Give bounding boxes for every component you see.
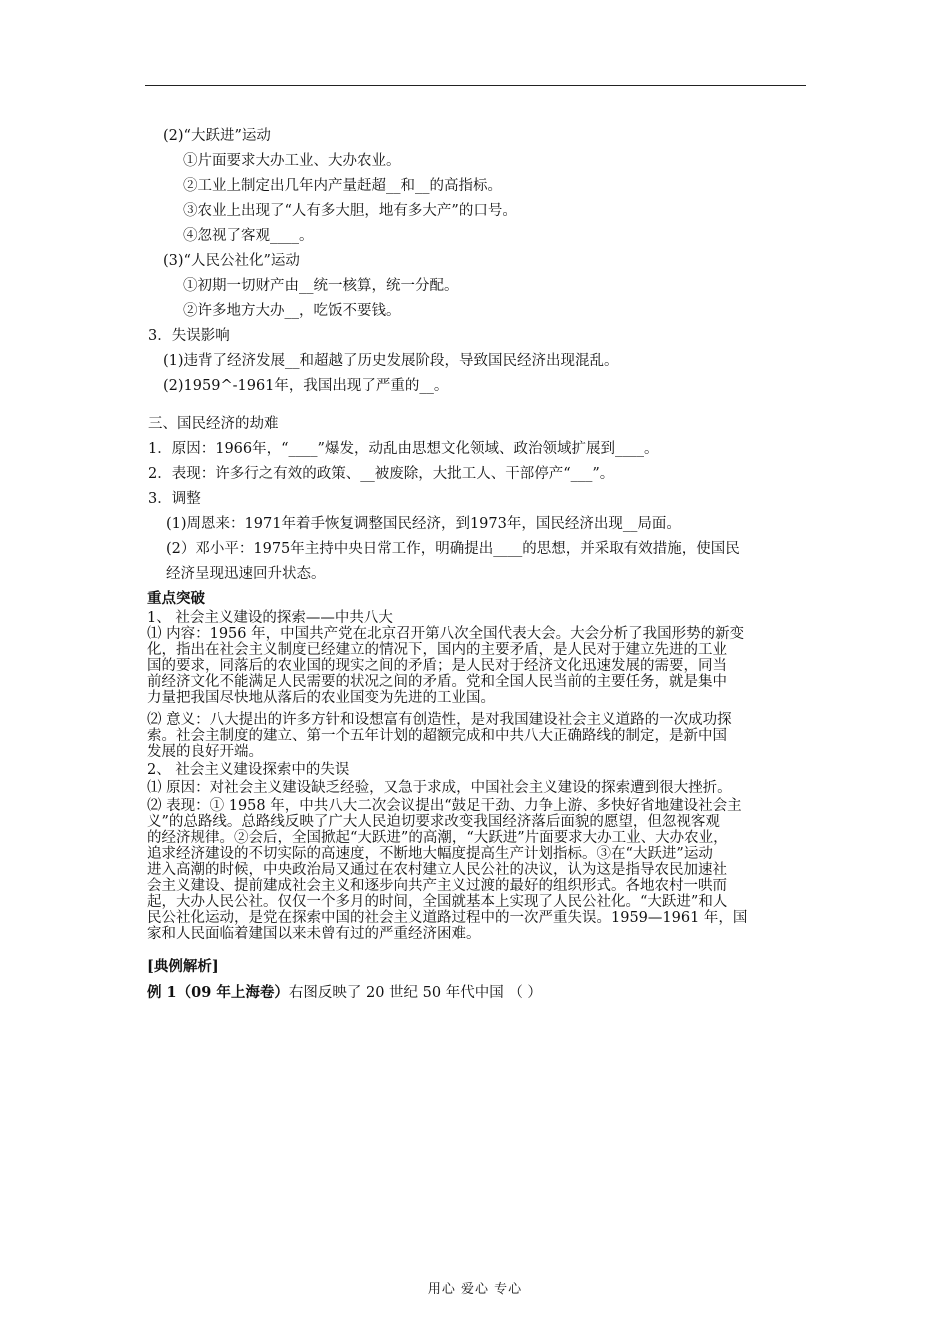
- outline-heading: 3．调整: [148, 491, 201, 507]
- outline-item: ③农业上出现了“人有多大胆，地有多大产”的口号。: [183, 203, 517, 219]
- key-line: 国的要求，同落后的农业国的现实之间的矛盾；是人民对于经济文化迅速发展的需要，同当: [147, 658, 727, 674]
- key-line: 义”的总路线。总路线反映了广大人民迫切要求改变我国经济落后面貌的愿望，但忽视客观: [147, 814, 720, 830]
- outline-heading: 3．失误影响: [148, 328, 230, 344]
- outline-item: 经济呈现迅速回升状态。: [166, 566, 326, 582]
- outline-item: ①片面要求大办工业、大办农业。: [183, 153, 401, 169]
- key-line: 的经济规律。②会后，全国掀起“大跃进”的高潮，“大跃进”片面要求大办工业、大办农业，: [147, 830, 728, 846]
- section-heading: 三、国民经济的劫难: [148, 416, 279, 432]
- key-line: 追求经济建设的不切实际的高速度，不断地大幅度提高生产计划指标。③在“大跃进”运动: [147, 846, 713, 862]
- key-line: 2、 社会主义建设探索中的失误: [147, 762, 350, 778]
- key-line: 发展的良好开端。: [147, 744, 263, 760]
- outline-item: (2)1959^-1961年，我国出现了严重的__。: [163, 378, 449, 394]
- outline-item: 1．原因：1966年，“____”爆发，动乱由思想文化领域、政治领域扩展到____。: [148, 441, 659, 457]
- key-points-heading: 重点突破: [147, 590, 205, 607]
- outline-item: (3)“人民公社化”运动: [163, 253, 300, 269]
- key-line: ⑴ 原因：对社会主义建设缺乏经验，又急于求成，中国社会主义建设的探索遭到很大挫折。: [147, 780, 732, 796]
- key-line: 索。社会主制度的建立、第一个五年计划的超额完成和中共八大正确路线的制定，是新中国: [147, 728, 727, 744]
- outline-item: (2)“大跃进”运动: [163, 128, 271, 144]
- example-text: 右图反映了 20 世纪 50 年代中国 （ ）: [288, 985, 542, 1001]
- key-line: 会主义建设、提前建成社会主义和逐步向共产主义过渡的最好的组织形式。各地农村一哄而: [147, 878, 727, 894]
- key-line: 起，大办人民公社。仅仅一个多月的时间，全国就基本上实现了人民公社化。“大跃进”和人: [147, 894, 728, 910]
- outline-item: 2．表现：许多行之有效的政策、__被废除，大批工人、干部停产“___”。: [148, 466, 615, 482]
- example-label: 例 1（09 年上海卷）: [147, 984, 289, 1001]
- page-footer: 用心 爱心 专心: [427, 1282, 523, 1297]
- outline-item: ④忽视了客观____。: [183, 228, 314, 244]
- example-heading: [典例解析]: [147, 958, 219, 975]
- key-line: 进入高潮的时候，中央政治局又通过在农村建立人民公社的决议，认为这是指导农民加速社: [147, 862, 727, 878]
- outline-item: ①初期一切财产由__统一核算，统一分配。: [183, 278, 459, 294]
- header-rule: [145, 85, 806, 86]
- key-line: 1、 社会主义建设的探索——中共八大: [147, 610, 393, 626]
- key-line: 化，指出在社会主义制度已经建立的情况下，国内的主要矛盾，是人民对于建立先进的工业: [147, 642, 727, 658]
- key-line: 力量把我国尽快地从落后的农业国变为先进的工业国。: [147, 690, 495, 706]
- key-line: 家和人民面临着建国以来未曾有过的严重经济困难。: [147, 926, 481, 942]
- key-line: ⑴ 内容：1956 年，中国共产党在北京召开第八次全国代表大会。大会分析了我国形势的新变: [147, 626, 745, 642]
- example-question: [147, 984, 542, 1002]
- outline-item: (2）邓小平：1975年主持中央日常工作，明确提出____的思想，并采取有效措施，使国民: [166, 541, 740, 557]
- outline-item: (1)违背了经济发展__和超越了历史发展阶段，导致国民经济出现混乱。: [163, 353, 619, 369]
- outline-item: ②许多地方大办__，吃饭不要钱。: [183, 303, 401, 319]
- key-line: ⑵ 意义：八大提出的许多方针和设想富有创造性，是对我国建设社会主义道路的一次成功探: [147, 712, 732, 728]
- key-line: 前经济文化不能满足人民需要的状况之间的矛盾。党和全国人民当前的主要任务，就是集中: [147, 674, 727, 690]
- outline-item: (1)周恩来：1971年着手恢复调整国民经济，到1973年，国民经济出现__局面。: [166, 516, 681, 532]
- key-line: 民公社化运动，是党在探索中国的社会主义道路过程中的一次严重失误。1959—1961 年，国: [147, 910, 748, 926]
- key-line: ⑵ 表现：① 1958 年，中共八大二次会议提出“鼓足干劲、力争上游、多快好省地建设社会主: [147, 798, 742, 814]
- outline-item: ②工业上制定出几年内产量赶超__和__的高指标。: [183, 178, 502, 194]
